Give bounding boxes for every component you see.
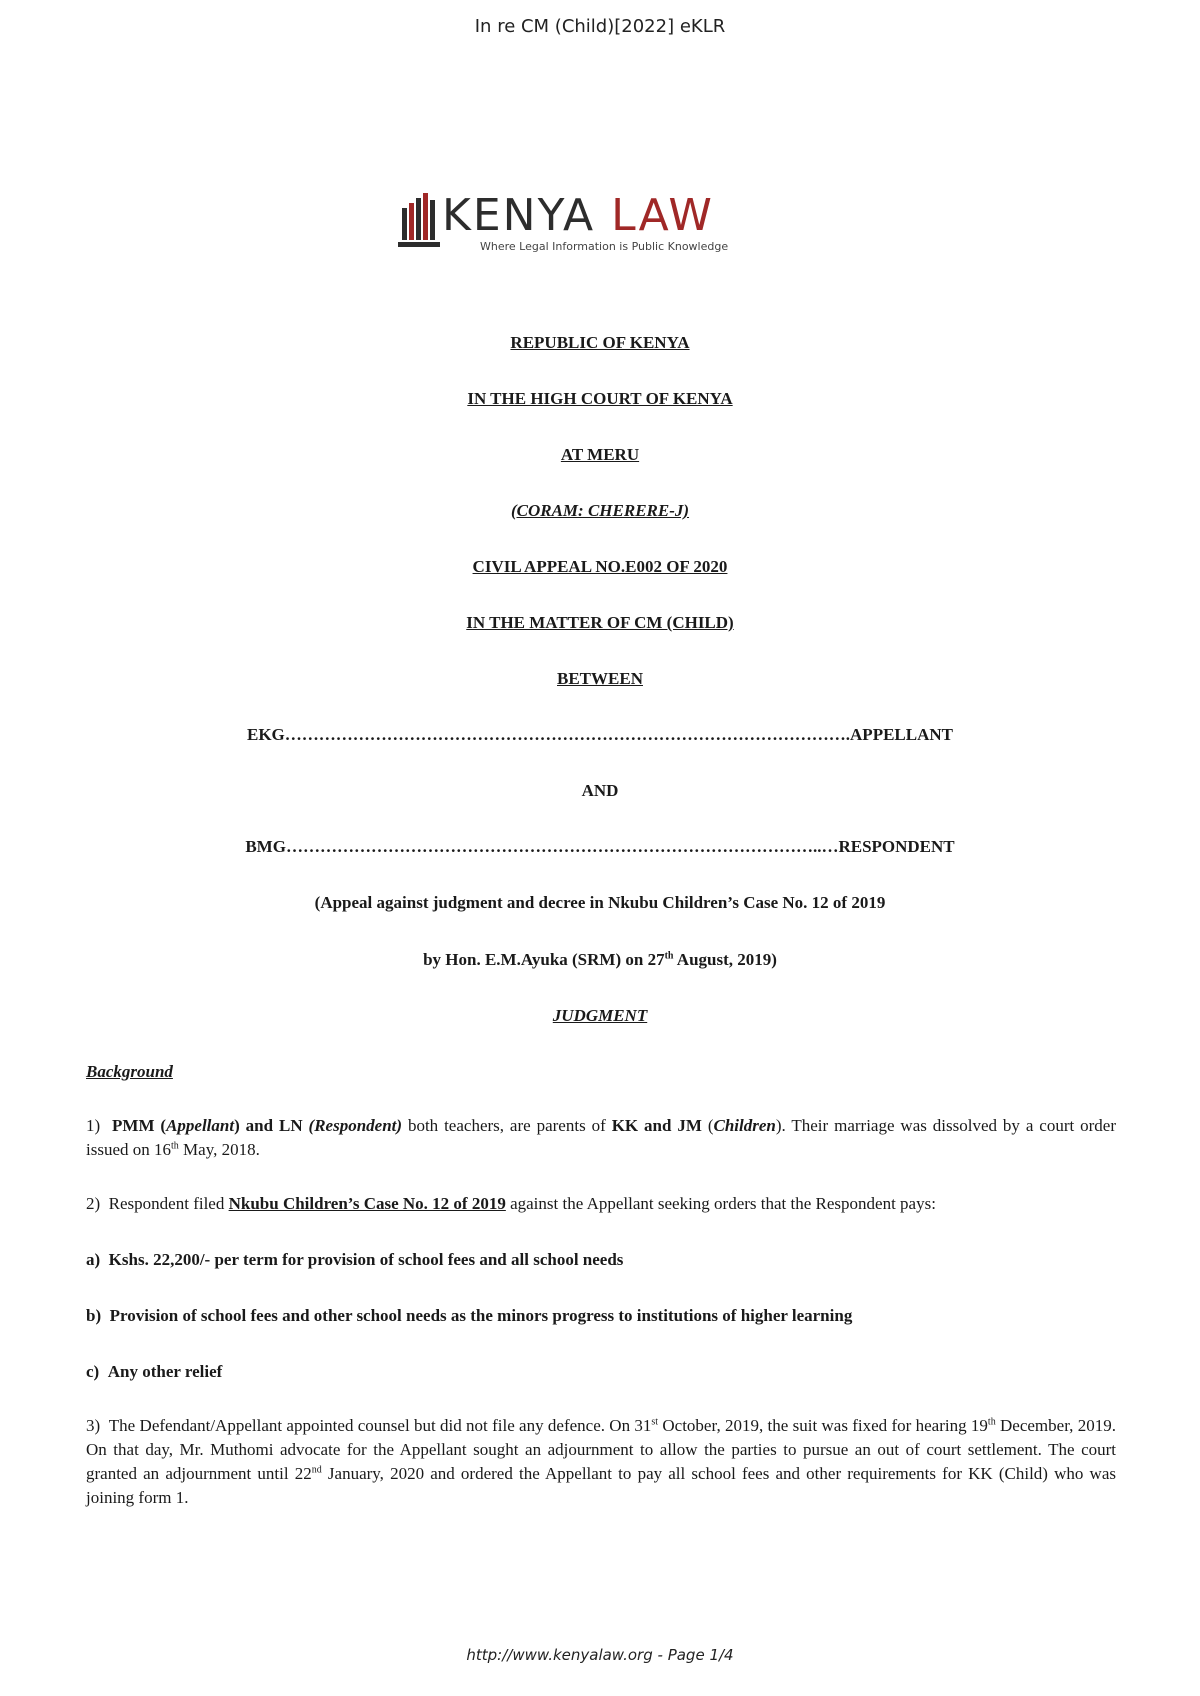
item-a-label: a) — [86, 1250, 101, 1269]
background-heading: Background — [86, 1062, 173, 1081]
republic-heading: REPUBLIC OF KENYA — [510, 333, 690, 352]
place-heading: AT MERU — [560, 445, 640, 464]
list-item-a — [86, 1248, 1116, 1272]
p1-both: both teachers, are parents of — [402, 1116, 612, 1135]
p3-s2: th — [987, 1416, 996, 1428]
p3-t3: December, 2019. On that day, Mr. Muthomi advocate for the Appellant sought an adjournment to allow the parties to pursue an out of court settlement. The court granted an adjournment until 22 — [86, 1416, 1116, 1483]
p3-t4: January, 2020 and ordered the Appellant to pay all school fees and other requirements for KK (Child) who was joining form 1. — [86, 1464, 1116, 1507]
p1-pmm: PMM ( — [112, 1116, 167, 1135]
judgment-heading: JUDGMENT — [552, 1006, 648, 1025]
p1-open: ( — [701, 1116, 714, 1135]
logo-word-kenya: KENYA — [442, 190, 596, 241]
p2-case-link: Nkubu Children’s Case No. 12 of 2019 — [228, 1194, 506, 1213]
item-c-label: c) — [86, 1362, 100, 1381]
case-number-heading: CIVIL APPEAL NO.E002 OF 2020 — [472, 557, 728, 576]
p1-children: Children — [713, 1116, 776, 1135]
item-a-text: Kshs. 22,200/- per term for provision of school fees and all school needs — [108, 1250, 624, 1269]
logo-wordmark — [442, 190, 714, 241]
kenya-law-logo — [398, 192, 728, 262]
p3-number: 3) — [86, 1416, 101, 1435]
p2-post: against the Appellant seeking orders that the Respondent pays: — [505, 1194, 936, 1213]
list-item-c — [86, 1360, 1116, 1384]
appeal-line-1: (Appeal against judgment and decree in Nkubu Children’s Case No. 12 of 2019 — [314, 893, 886, 912]
p1-appellant: Appellant — [166, 1116, 235, 1135]
court-heading: IN THE HIGH COURT OF KENYA — [467, 389, 733, 408]
p2-number: 2) — [86, 1194, 101, 1213]
matter-heading: IN THE MATTER OF CM (CHILD) — [466, 613, 734, 632]
coram-heading: (CORAM: CHERERE-J) — [510, 501, 690, 520]
p1-end: May, 2018. — [178, 1140, 260, 1159]
p3-s3: nd — [311, 1464, 322, 1476]
item-b-label: b) — [86, 1306, 102, 1325]
logo-tagline: Where Legal Information is Public Knowledge — [480, 240, 729, 253]
page-footer: http://www.kenyalaw.org - Page 1/4 — [466, 1646, 734, 1664]
appellant-line: EKG……………………………………………………………………………………….APPELLANT — [247, 725, 953, 744]
p1-sup: th — [171, 1140, 179, 1152]
item-b-text: Provision of school fees and other school needs as the minors progress to institutions of higher learning — [109, 1306, 853, 1325]
appeal-line-2-text: by Hon. E.M.Ayuka (SRM) on 27 — [423, 950, 665, 969]
item-c-text: Any other relief — [107, 1362, 223, 1381]
p2-pre: Respondent filed — [108, 1194, 229, 1213]
p1-number: 1) — [86, 1116, 101, 1135]
and-line: AND — [581, 781, 619, 800]
p1-and-ln: ) and LN — [234, 1116, 309, 1135]
paragraph-3 — [86, 1414, 1116, 1510]
logo-word-law: LAW — [611, 190, 714, 241]
respondent-line: BMG…………………………………………………………………………………..…RESPONDENT — [245, 837, 955, 856]
p3-t2: October, 2019, the suit was fixed for hearing 19 — [658, 1416, 988, 1435]
p3-t1: The Defendant/Appellant appointed counsel but did not file any defence. On 31 — [108, 1416, 652, 1435]
p1-respondent: (Respondent) — [308, 1116, 403, 1135]
running-header-title: In re CM (Child)[2022] eKLR — [474, 16, 726, 37]
paragraph-2 — [86, 1192, 1116, 1216]
appeal-line-2-sup: th — [664, 950, 674, 962]
p1-kk-jm: KK and JM — [611, 1116, 702, 1135]
appeal-line-2 — [0, 950, 1200, 970]
between-heading: BETWEEN — [557, 669, 643, 688]
law-books-icon — [398, 192, 444, 252]
appeal-line-2-end: August, 2019) — [673, 950, 777, 969]
list-item-b — [86, 1304, 1116, 1328]
p3-s1: st — [651, 1416, 659, 1428]
paragraph-1 — [86, 1114, 1116, 1162]
p1-rest: ). Their marriage was dissolved by a court order issued on 16 — [86, 1116, 1117, 1159]
